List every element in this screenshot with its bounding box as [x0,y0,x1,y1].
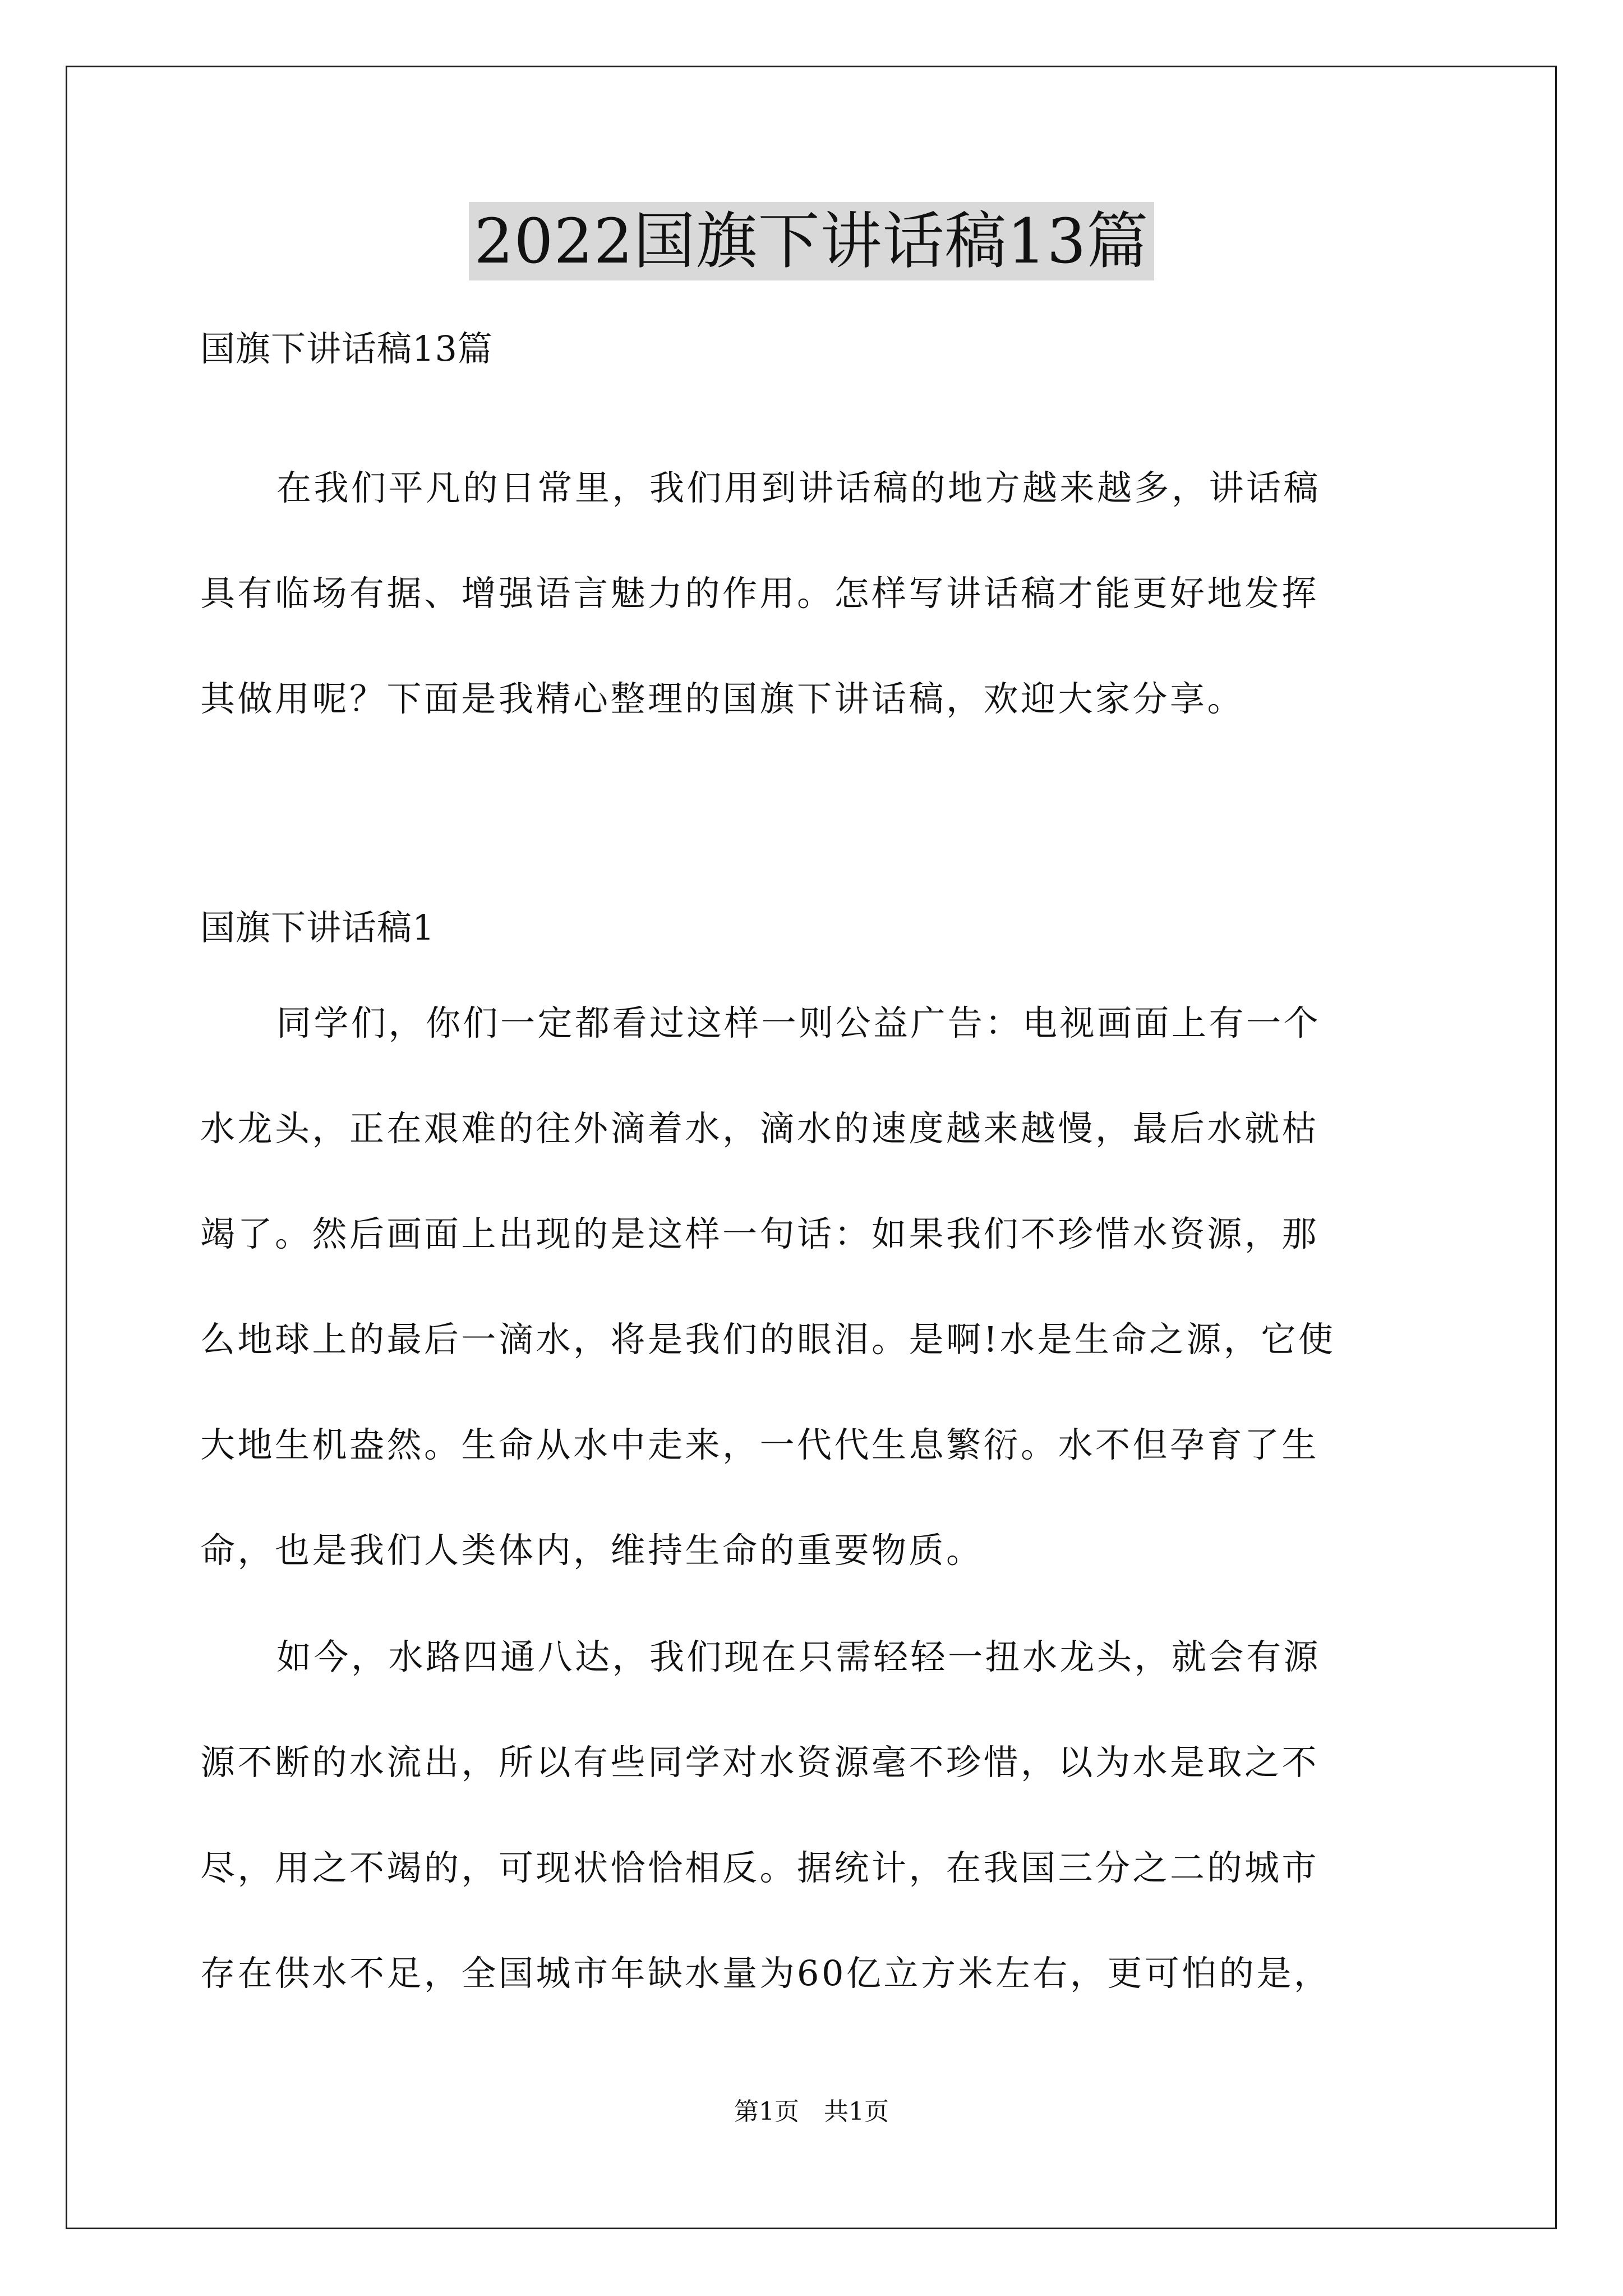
paragraph-line: 竭了。然后画面上出现的是这样一句话：如果我们不珍惜水资源，那 [200,1213,1320,1254]
paragraph-line: 大地生机盎然。生命从水中走来，一代代生息繁衍。水不但孕育了生 [200,1424,1320,1465]
intro-line: 其做用呢？下面是我精心整理的国旗下讲话稿，欢迎大家分享。 [200,678,1245,719]
paragraph-line: 如今，水路四通八达，我们现在只需轻轻一扭水龙头，就会有源 [276,1636,1321,1677]
paragraph-line: 水龙头，正在艰难的往外滴着水，滴水的速度越来越慢，最后水就枯 [200,1108,1320,1149]
paragraph-line: 同学们，你们一定都看过这样一则公益广告：电视画面上有一个 [276,1002,1321,1043]
intro-line: 在我们平凡的日常里，我们用到讲话稿的地方越来越多，讲话稿 [276,467,1321,508]
intro-paragraph [200,435,1434,752]
paragraph-line: 么地球上的最后一滴水，将是我们的眼泪。是啊!水是生命之源，它使 [200,1319,1336,1360]
document-title: 2022国旗下讲话稿13篇 [469,202,1155,280]
paragraph-line: 存在供水不足，全国城市年缺水量为60亿立方米左右，更可怕的是， [200,1953,1331,1994]
section-heading: 国旗下讲话稿1 [200,907,435,948]
document-subtitle: 国旗下讲话稿13篇 [200,328,493,369]
body-paragraph-1 [200,970,1434,1603]
page-number-footer: 第1页 共1页 [734,2097,889,2126]
paragraph-line: 命，也是我们人类体内，维持生命的重要物质。 [200,1530,984,1571]
body-paragraph-2 [200,1604,1434,2026]
paragraph-line: 尽，用之不竭的，可现状恰恰相反。据统计，在我国三分之二的城市 [200,1847,1320,1888]
title-container [0,202,1623,280]
paragraph-line: 源不断的水流出，所以有些同学对水资源毫不珍惜，以为水是取之不 [200,1742,1320,1783]
intro-line: 具有临场有据、增强语言魅力的作用。怎样写讲话稿才能更好地发挥 [200,573,1320,614]
